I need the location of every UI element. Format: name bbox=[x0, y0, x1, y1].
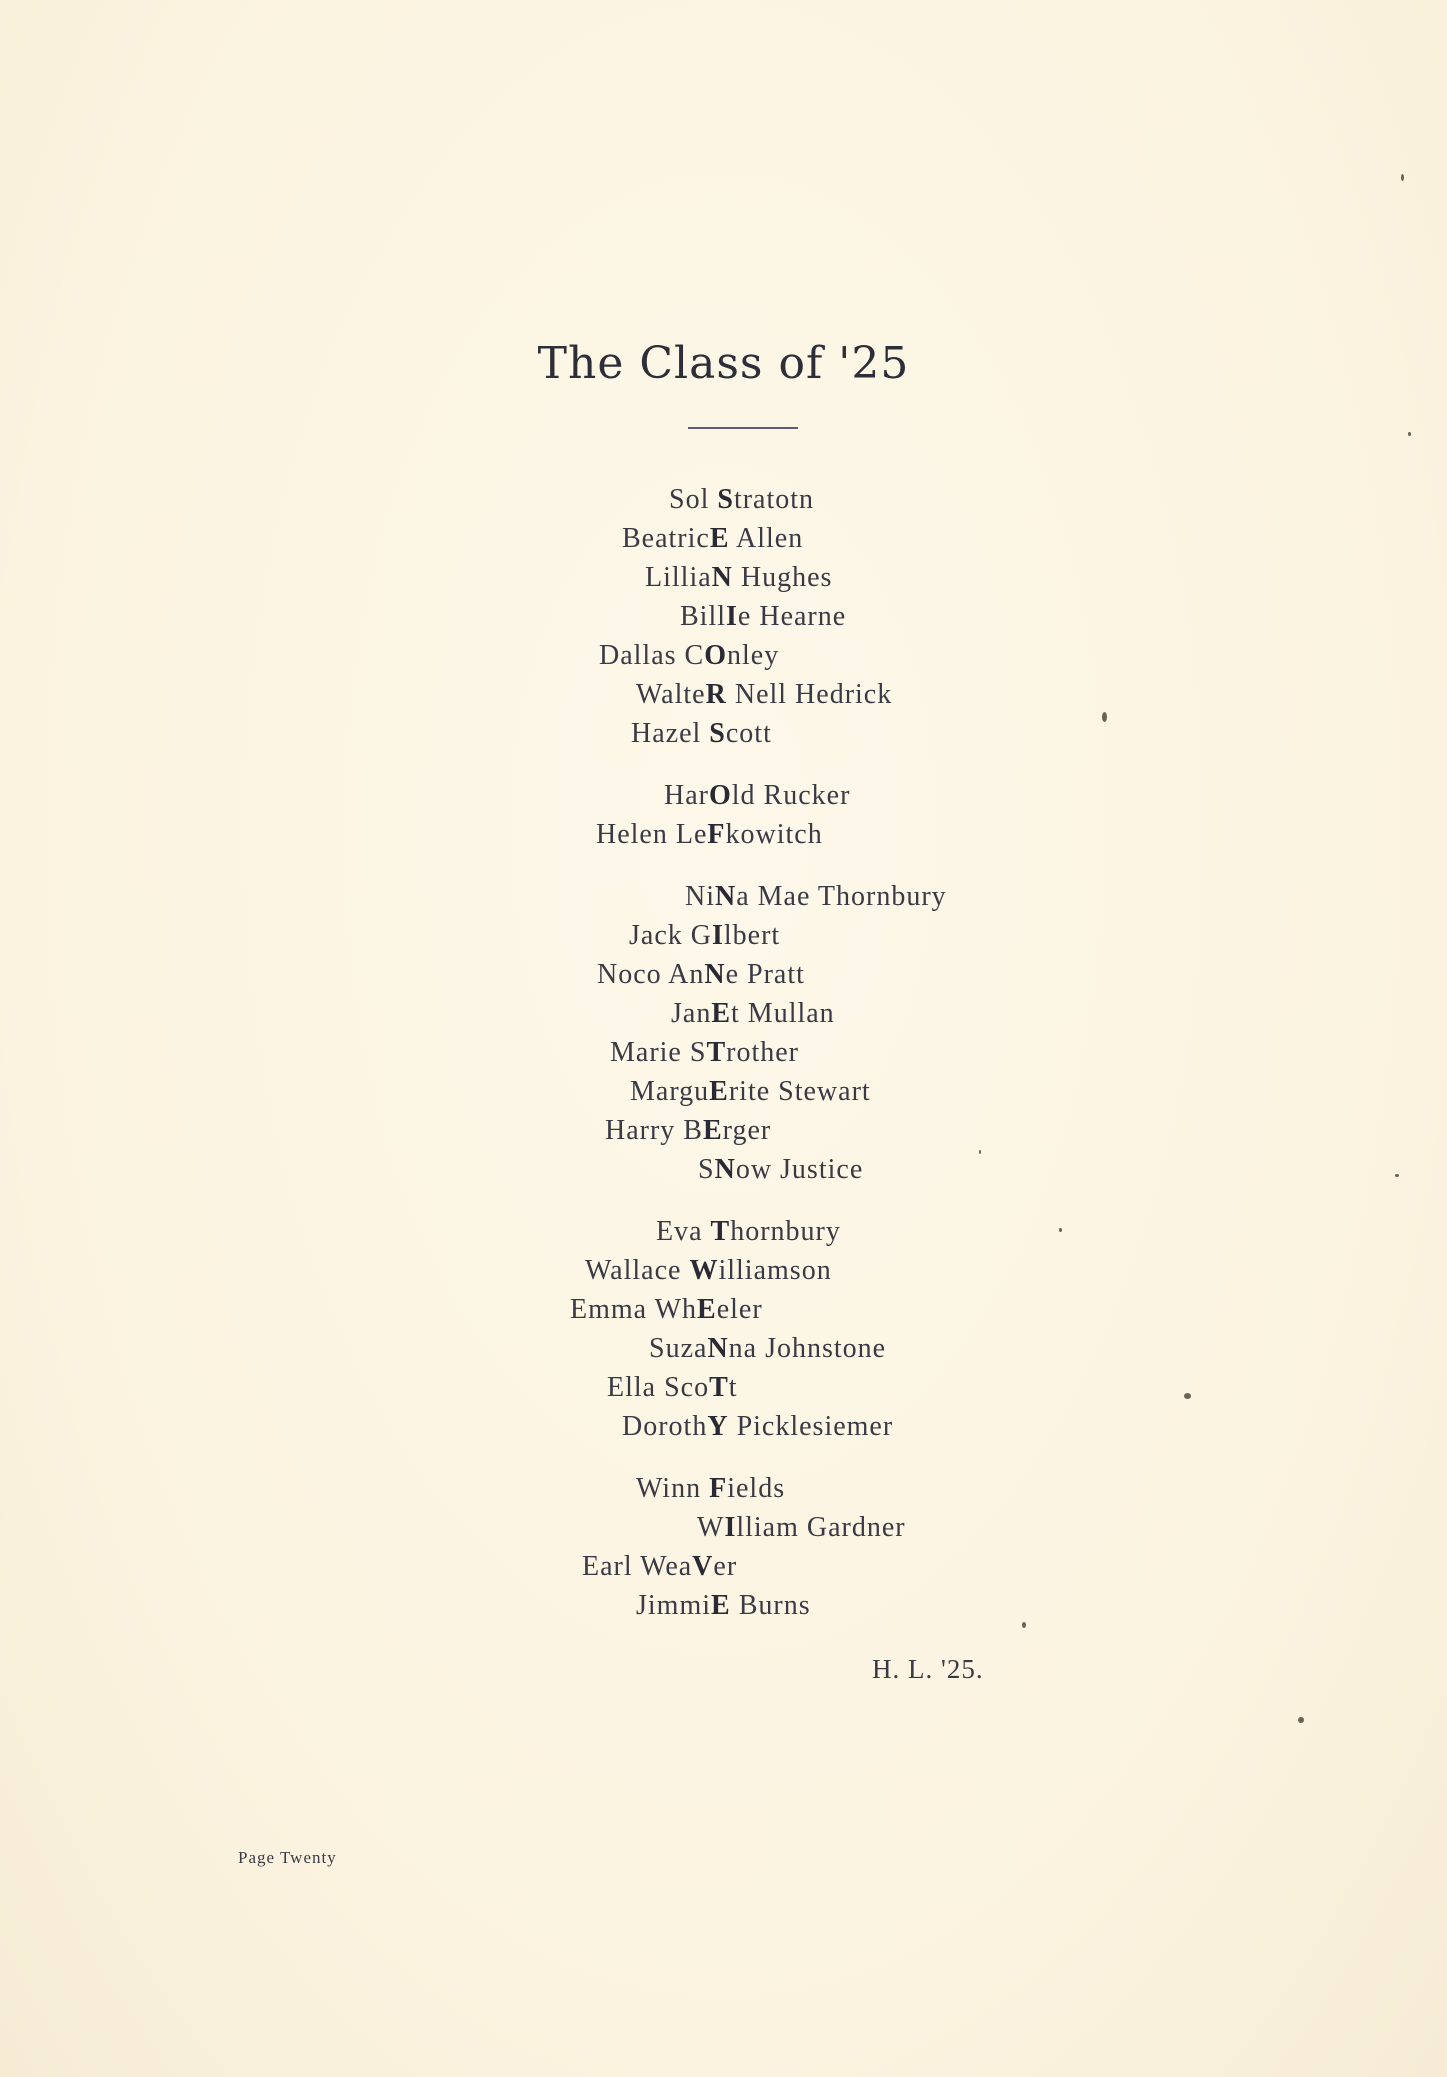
paper-speck bbox=[1401, 174, 1404, 181]
acrostic-key-letter: N bbox=[704, 959, 726, 990]
acrostic-key-letter: E bbox=[711, 998, 732, 1029]
page-title: The Class of '25 bbox=[537, 338, 910, 389]
acrostic-key-letter: E bbox=[709, 523, 730, 554]
acrostic-key-letter: E bbox=[702, 1115, 723, 1146]
acrostic-key-letter: N bbox=[707, 1333, 729, 1364]
acrostic-line: SNow Justice bbox=[698, 1154, 864, 1185]
acrostic-line: HarOld Rucker bbox=[664, 780, 851, 811]
acrostic-key-letter: S bbox=[709, 718, 726, 749]
title-divider bbox=[688, 427, 798, 429]
acrostic-line: JanEt Mullan bbox=[671, 998, 835, 1029]
acrostic-line: DorothY Picklesiemer bbox=[622, 1411, 894, 1442]
acrostic-key-letter: E bbox=[709, 1076, 729, 1107]
acrostic-key-letter: Y bbox=[707, 1411, 729, 1442]
acrostic-line: LilliaN Hughes bbox=[645, 562, 833, 593]
acrostic-line: Harry BErger bbox=[605, 1115, 772, 1146]
paper-speck bbox=[1059, 1228, 1062, 1232]
acrostic-key-letter: R bbox=[705, 679, 727, 710]
acrostic-key-letter: I bbox=[724, 1512, 737, 1543]
acrostic-key-letter: N bbox=[711, 562, 733, 593]
acrostic-key-letter: V bbox=[692, 1551, 714, 1582]
acrostic-key-letter: T bbox=[709, 1372, 729, 1403]
acrostic-line: Wallace Williamson bbox=[585, 1255, 832, 1286]
acrostic-line: Emma WhEeler bbox=[570, 1294, 763, 1325]
acrostic-line: SuzaNna Johnstone bbox=[649, 1333, 887, 1364]
acrostic-line: Jack GIlbert bbox=[629, 920, 781, 951]
acrostic-line: WalteR Nell Hedrick bbox=[636, 679, 893, 710]
acrostic-key-letter: F bbox=[707, 819, 726, 850]
paper-speck bbox=[1022, 1622, 1026, 1628]
paper-speck bbox=[1184, 1393, 1191, 1399]
acrostic-line: Dallas COnley bbox=[599, 640, 780, 671]
acrostic-key-letter: E bbox=[697, 1294, 717, 1325]
acrostic-key-letter: T bbox=[710, 1216, 731, 1247]
acrostic-line: Noco AnNe Pratt bbox=[597, 959, 805, 990]
acrostic-line: Marie STrother bbox=[610, 1037, 799, 1068]
acrostic-key-letter: S bbox=[717, 484, 734, 515]
paper-speck bbox=[1102, 712, 1107, 722]
acrostic-key-letter: O bbox=[704, 640, 727, 671]
paper-speck bbox=[1395, 1174, 1399, 1177]
acrostic-line: Earl WeaVer bbox=[582, 1551, 738, 1582]
acrostic-line: Sol Stratotn bbox=[669, 484, 815, 515]
acrostic-line: Helen LeFkowitch bbox=[596, 819, 823, 850]
acrostic-key-letter: W bbox=[689, 1255, 719, 1286]
author-signature: H. L. '25. bbox=[872, 1654, 984, 1684]
acrostic-line: Ella ScoTt bbox=[607, 1372, 738, 1403]
page-number: Page Twenty bbox=[238, 1848, 337, 1867]
acrostic-line: Winn Fields bbox=[636, 1473, 786, 1504]
acrostic-key-letter: I bbox=[726, 601, 738, 632]
acrostic-line: MarguErite Stewart bbox=[630, 1076, 871, 1107]
acrostic-line: NiNa Mae Thornbury bbox=[685, 881, 947, 912]
paper-speck bbox=[1298, 1717, 1304, 1723]
acrostic-line: Eva Thornbury bbox=[656, 1216, 841, 1247]
acrostic-key-letter: E bbox=[711, 1590, 731, 1621]
acrostic-key-letter: F bbox=[709, 1473, 728, 1504]
acrostic-key-letter: I bbox=[711, 920, 724, 951]
acrostic-line: BillIe Hearne bbox=[680, 601, 847, 632]
acrostic-line: WIlliam Gardner bbox=[697, 1512, 906, 1543]
acrostic-line: BeatricE Allen bbox=[622, 523, 804, 554]
acrostic-key-letter: N bbox=[714, 1154, 736, 1185]
acrostic-line: JimmiE Burns bbox=[636, 1590, 811, 1621]
acrostic-key-letter: N bbox=[715, 881, 737, 912]
paper-speck bbox=[1408, 432, 1411, 436]
acrostic-line: Hazel Scott bbox=[631, 718, 772, 749]
acrostic-key-letter: O bbox=[708, 780, 732, 811]
acrostic-key-letter: T bbox=[706, 1037, 727, 1068]
paper-speck bbox=[979, 1150, 981, 1154]
